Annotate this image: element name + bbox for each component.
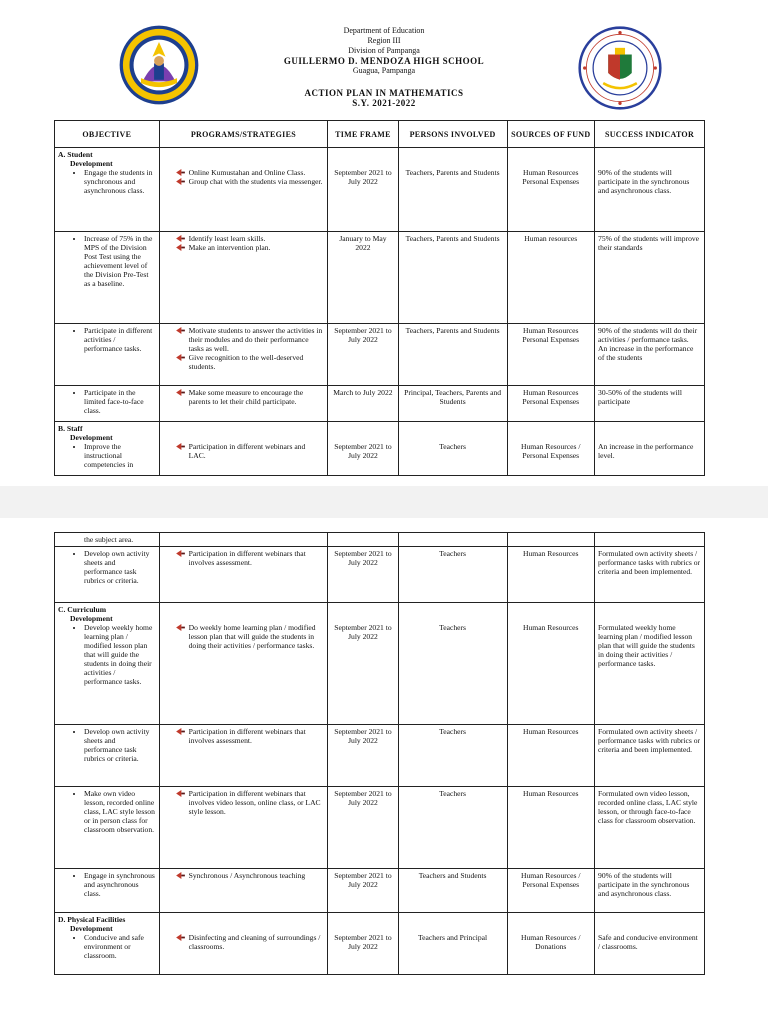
success-indicator: An increase in the performance of the students	[598, 344, 694, 362]
fund-source: Human Resources	[523, 168, 579, 177]
fund-source: Human Resources	[507, 547, 595, 603]
persons-involved: Teachers	[398, 725, 507, 787]
persons-involved: Teachers	[398, 603, 507, 725]
persons-involved: Teachers, Parents and Students	[398, 324, 507, 386]
time-frame: September 2021 to July 2022	[328, 422, 398, 476]
document-page-1	[0, 0, 768, 486]
success-indicator: 90% of the students will do their activities / performance tasks.	[598, 326, 698, 344]
arrow-bullet-icon	[176, 169, 185, 176]
arrow-bullet-icon	[176, 178, 185, 185]
persons-involved: Teachers	[398, 547, 507, 603]
strategy-item: Motivate students to answer the activities in their modules and do their performance tasks as well.	[189, 326, 325, 353]
strategy-item: Participation in different webinars that involves video lesson, online class, or LAC style lesson.	[189, 789, 325, 816]
arrow-bullet-icon	[176, 327, 185, 334]
strategy-item: Do weekly home learning plan / modified lesson plan that will guide the students in doing their activities / performance tasks.	[189, 623, 325, 650]
column-header: PERSONS INVOLVED	[398, 121, 507, 148]
table-row	[55, 787, 705, 869]
success-indicator: 90% of the students will participate in the synchronous and asynchronous class.	[595, 869, 705, 913]
persons-involved: Teachers, Parents and Students	[398, 148, 507, 232]
fund-source: Personal Expenses	[522, 451, 580, 460]
fund-source: Human Resources	[523, 326, 579, 335]
fund-source: Human resources	[507, 232, 595, 324]
success-indicator: 90% of the students will participate in the synchronous and asynchronous class.	[595, 148, 705, 232]
strategy-item: Give recognition to the well-deserved students.	[189, 353, 325, 371]
arrow-bullet-icon	[176, 550, 185, 557]
fund-source: Personal Expenses	[522, 177, 580, 186]
column-header: PROGRAMS/STRATEGIES	[159, 121, 328, 148]
arrow-bullet-icon	[176, 389, 185, 396]
school-year: S.Y. 2021-2022	[352, 98, 416, 108]
strategy-item: Participation in different webinars and LAC.	[189, 442, 325, 460]
strategy-item: Participation in different webinars that involves assessment.	[189, 549, 325, 567]
time-frame: March to July 2022	[328, 386, 398, 422]
time-frame: September 2021 to July 2022	[328, 725, 398, 787]
strategy-item: Make an intervention plan.	[189, 243, 325, 252]
objective-text: • Participate in the limited face-to-face class.	[84, 388, 156, 415]
table-row	[55, 603, 705, 725]
objective-text: • Engage in synchronous and asynchronous class.	[84, 871, 156, 898]
arrow-bullet-icon	[176, 624, 185, 631]
strategy-item: Synchronous / Asynchronous teaching	[189, 871, 325, 880]
arrow-bullet-icon	[176, 443, 185, 450]
arrow-bullet-icon	[176, 244, 185, 251]
dept-name: Department of Education	[343, 26, 425, 35]
persons-involved: Teachers and Students	[398, 869, 507, 913]
persons-involved: Teachers, Parents and Students	[398, 232, 507, 324]
persons-involved: Teachers and Principal	[398, 913, 507, 975]
objective-text: • Develop own activity sheets and performance task rubrics or criteria.	[84, 549, 156, 585]
division-name: Division of Pampanga	[348, 46, 420, 55]
strategy-item: Group chat with the students via messenger.	[189, 177, 325, 186]
action-plan-table-page-2	[54, 532, 705, 975]
table-row	[55, 533, 705, 547]
strategy-item: Online Kumustahan and Online Class.	[189, 168, 325, 177]
fund-source: Personal Expenses	[522, 397, 580, 406]
time-frame: September 2021 to July 2022	[328, 869, 398, 913]
document-page-2	[0, 518, 768, 1024]
objective-text: • Engage the students in synchronous and asynchronous class.	[84, 168, 156, 195]
time-frame: September 2021 to July 2022	[328, 787, 398, 869]
arrow-bullet-icon	[176, 728, 185, 735]
section-heading: B. Staff Development	[58, 424, 113, 442]
success-indicator: Formulated own activity sheets / performance tasks with rubrics or criteria and been implemented.	[595, 725, 705, 787]
time-frame: January to May 2022	[328, 232, 398, 324]
persons-involved: Teachers	[398, 422, 507, 476]
objective-text: • Participate in different activities / performance tasks.	[84, 326, 156, 353]
section-heading: D. Physical Facilities Development	[58, 915, 126, 933]
column-header: OBJECTIVE	[55, 121, 160, 148]
school-name: GUILLERMO D. MENDOZA HIGH SCHOOL	[283, 56, 485, 66]
table-row	[55, 913, 705, 975]
persons-involved: Principal, Teachers, Parents and Students	[398, 386, 507, 422]
time-frame: September 2021 to July 2022	[328, 913, 398, 975]
fund-source: Human Resources	[523, 388, 579, 397]
region-name: Region III	[367, 36, 401, 45]
table-row	[55, 148, 705, 232]
time-frame: September 2021 to July 2022	[328, 324, 398, 386]
objective-text: • Make own video lesson, recorded online class, LAC style lesson or in person class for classroom observation.	[84, 789, 156, 834]
fund-source: Donations	[535, 942, 567, 951]
arrow-bullet-icon	[176, 872, 185, 879]
objective-text: • Increase of 75% in the MPS of the Division Post Test using the achievement level of the Division Pre-Test as a baseline.	[84, 234, 156, 288]
fund-source: Personal Expenses	[522, 880, 580, 889]
arrow-bullet-icon	[176, 235, 185, 242]
fund-source: Human Resources /	[521, 442, 581, 451]
success-indicator: An increase in the performance level.	[595, 422, 705, 476]
time-frame: September 2021 to July 2022	[328, 547, 398, 603]
column-header: SOURCES OF FUND	[507, 121, 595, 148]
table-row	[55, 422, 705, 476]
section-heading: C. Curriculum Development	[58, 605, 113, 623]
fund-source: Human Resources	[507, 725, 595, 787]
success-indicator: Formulated own video lesson, recorded online class, LAC style lesson, or through face-to-face class for classroom observation.	[595, 787, 705, 869]
time-frame: September 2021 to July 2022	[328, 603, 398, 725]
persons-involved: Teachers	[398, 787, 507, 869]
arrow-bullet-icon	[176, 354, 185, 361]
fund-source: Human Resources	[507, 787, 595, 869]
column-header: TIME FRAME	[328, 121, 398, 148]
table-row	[55, 547, 705, 603]
strategy-item: Identify least learn skills.	[189, 234, 325, 243]
objective-text: • Conducive and safe environment or classroom.	[84, 933, 156, 960]
table-header-row	[55, 121, 705, 148]
column-header: SUCCESS INDICATOR	[595, 121, 705, 148]
page-gap	[0, 486, 768, 518]
objective-text: • Develop own activity sheets and performance task rubrics or criteria.	[84, 727, 156, 763]
fund-source: Human Resources	[507, 603, 595, 725]
success-indicator: Formulated own activity sheets / performance tasks with rubrics or criteria and been implemented.	[595, 547, 705, 603]
document-header	[0, 26, 768, 108]
table-row	[55, 869, 705, 913]
objective-text: • Develop weekly home learning plan / modified lesson plan that will guide the students in doing their activities / performance tasks.	[84, 623, 156, 686]
objective-continuation: the subject area.	[84, 535, 134, 544]
section-heading: A. Student Development	[58, 150, 113, 168]
arrow-bullet-icon	[176, 790, 185, 797]
success-indicator: 30-50% of the students will participate	[595, 386, 705, 422]
strategy-item: Make some measure to encourage the parents to let their child participate.	[189, 388, 325, 406]
success-indicator: Formulated weekly home learning plan / modified lesson plan that will guide the students in doing their activities / performance tasks.	[595, 603, 705, 725]
table-row	[55, 386, 705, 422]
strategy-item: Disinfecting and cleaning of surroundings / classrooms.	[189, 933, 325, 951]
time-frame: September 2021 to July 2022	[328, 148, 398, 232]
document-title: ACTION PLAN IN MATHEMATICS	[304, 88, 464, 98]
objective-text: • Improve the instructional competencies in	[84, 442, 156, 469]
strategy-item: Participation in different webinars that involves assessment.	[189, 727, 325, 745]
arrow-bullet-icon	[176, 934, 185, 941]
action-plan-table-page-1	[54, 120, 705, 476]
table-row	[55, 725, 705, 787]
fund-source: Human Resources /	[521, 933, 581, 942]
table-row	[55, 232, 705, 324]
success-indicator: 75% of the students will improve their standards	[595, 232, 705, 324]
table-row	[55, 324, 705, 386]
fund-source: Human Resources /	[521, 871, 581, 880]
school-location: Guagua, Pampanga	[352, 66, 416, 75]
fund-source: Personal Expenses	[522, 335, 580, 344]
success-indicator: Safe and conducive environment / classrooms.	[595, 913, 705, 975]
